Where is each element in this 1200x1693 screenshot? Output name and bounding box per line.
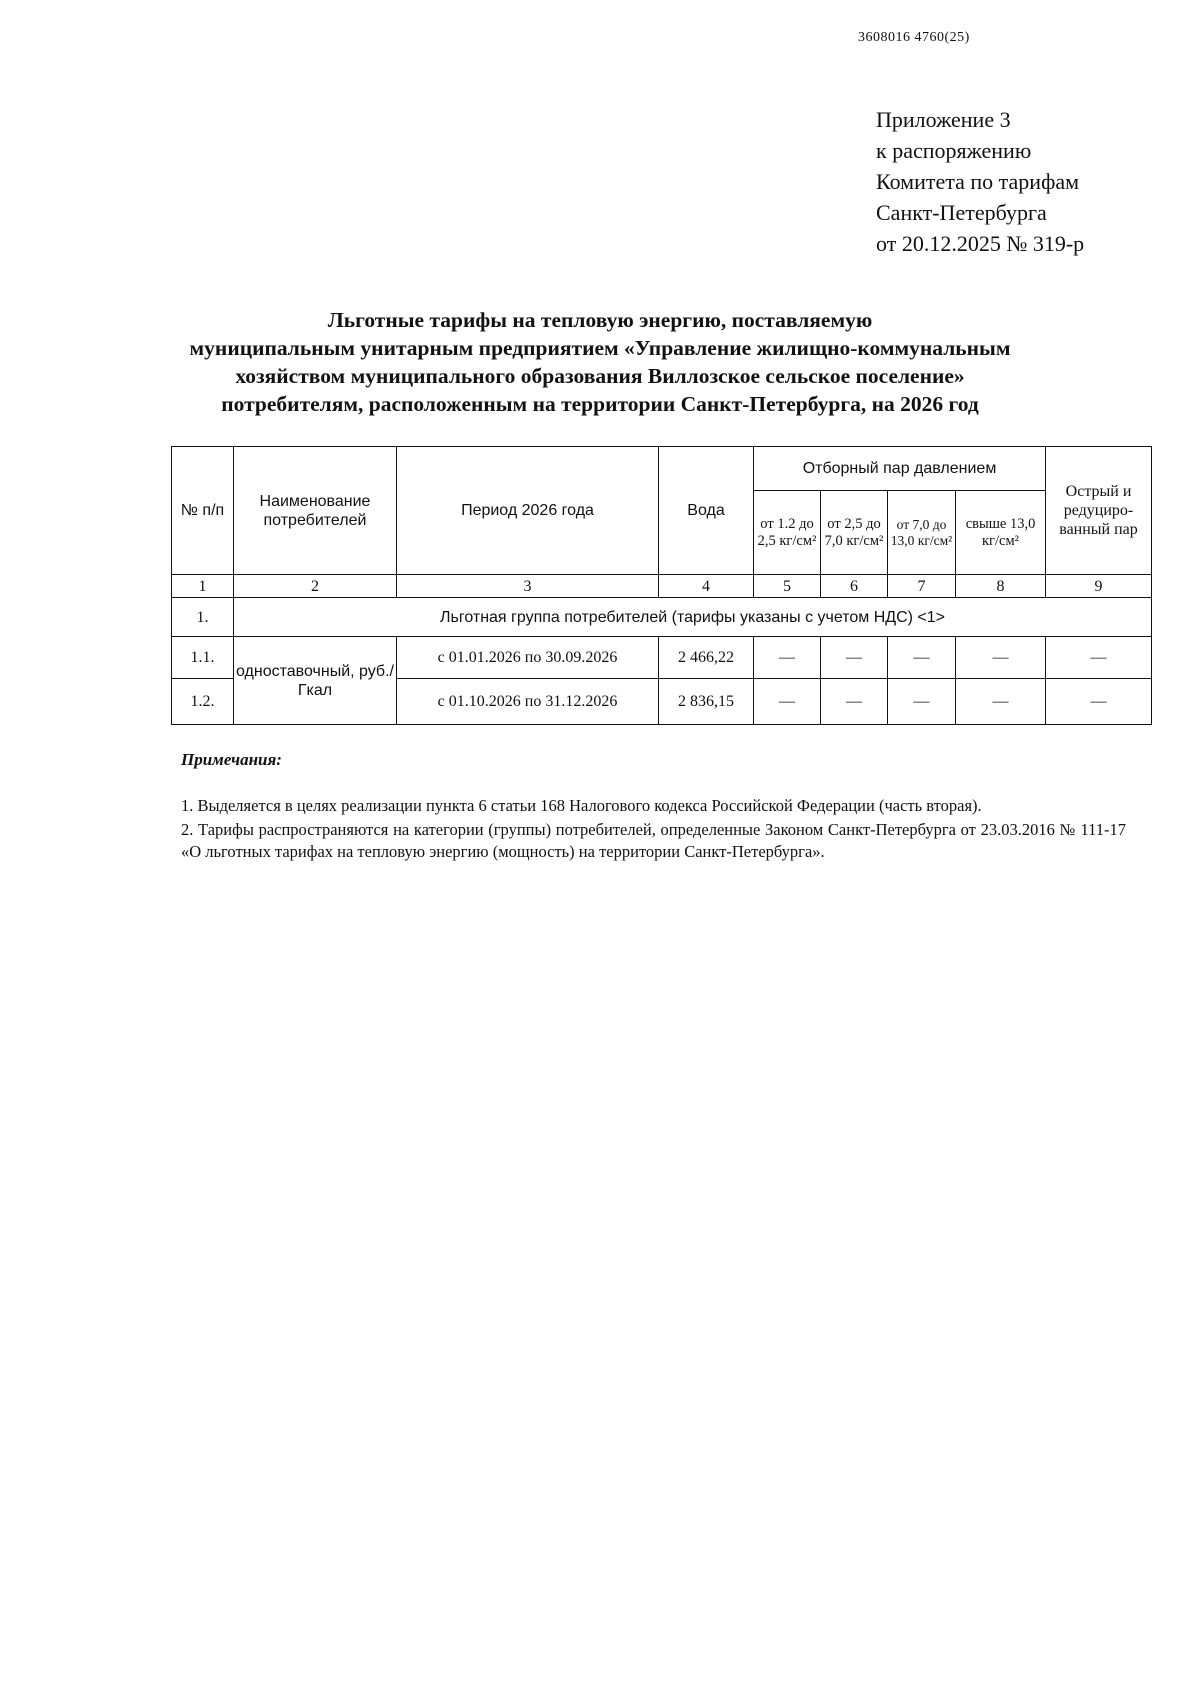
appendix-line: Комитета по тарифам	[876, 169, 1080, 194]
row-num: 1.1.	[172, 637, 234, 679]
column-number: 2	[234, 575, 397, 598]
row-steam-2: —	[821, 637, 888, 679]
header-steam-group: Отборный пар давлением	[754, 447, 1046, 491]
header-steam-3: от 7,0 до 13,0 кг/см²	[888, 491, 956, 575]
document-registration-code: 3608016 4760(25)	[858, 30, 970, 45]
header-consumers: Наименование потребителей	[234, 447, 397, 575]
appendix-line: от 20.12.2025 № 319-р	[876, 231, 1085, 256]
row-water: 2 836,15	[659, 679, 754, 725]
row-steam-4: —	[956, 637, 1046, 679]
row-num: 1.2.	[172, 679, 234, 725]
group-label: Льготная группа потребителей (тарифы указаны с учетом НДС) <1>	[234, 598, 1152, 637]
column-number: 4	[659, 575, 754, 598]
notes	[181, 795, 1126, 865]
row-sharp: —	[1046, 679, 1152, 725]
row-sharp: —	[1046, 637, 1152, 679]
column-number: 7	[888, 575, 956, 598]
column-number: 1	[172, 575, 234, 598]
header-steam-1: от 1.2 до 2,5 кг/см²	[754, 491, 821, 575]
header-sharp-steam: Острый и редуциро-ванный пар	[1046, 447, 1152, 575]
column-numbers-row	[172, 575, 1152, 598]
title-line: хозяйством муниципального образования Виллозское сельское поселение»	[235, 364, 965, 388]
appendix-line: Приложение 3	[876, 107, 1011, 132]
note-item: 2. Тарифы распространяются на категории (группы) потребителей, определенные Законом Санкт-Петербурга от 23.03.2016 № 111-17 «О льготных тарифах на тепловую энергию (мощность) на территории Санкт-Петербурга».	[181, 820, 1126, 861]
header-steam-4: свыше 13,0 кг/см²	[956, 491, 1046, 575]
header-steam-2: от 2,5 до 7,0 кг/см²	[821, 491, 888, 575]
appendix-line: Санкт-Петербурга	[876, 200, 1047, 225]
row-steam-3: —	[888, 637, 956, 679]
row-steam-2: —	[821, 679, 888, 725]
column-number: 5	[754, 575, 821, 598]
table-row	[172, 637, 1152, 679]
header-num: № п/п	[172, 447, 234, 575]
row-steam-4: —	[956, 679, 1046, 725]
group-row	[172, 598, 1152, 637]
title-line: Льготные тарифы на тепловую энергию, поставляемую	[327, 308, 873, 332]
appendix-reference	[876, 104, 1084, 259]
row-steam-1: —	[754, 679, 821, 725]
header-row	[172, 447, 1152, 491]
column-number: 8	[956, 575, 1046, 598]
group-num: 1.	[172, 598, 234, 637]
title-line: муниципальным унитарным предприятием «Управление жилищно-коммунальным	[189, 336, 1011, 360]
note-item: 1. Выделяется в целях реализации пункта 6 статьи 168 Налогового кодекса Российской Федерации (часть вторая).	[181, 796, 982, 815]
notes-title: Примечания:	[181, 750, 282, 769]
consumer-name: одноставочный, руб./Гкал	[234, 637, 397, 725]
column-number: 9	[1046, 575, 1152, 598]
document-title	[150, 306, 1050, 418]
tariff-table	[171, 446, 1152, 725]
row-period: с 01.01.2026 по 30.09.2026	[397, 637, 659, 679]
appendix-line: к распоряжению	[876, 138, 1032, 163]
column-number: 6	[821, 575, 888, 598]
row-steam-1: —	[754, 637, 821, 679]
header-period: Период 2026 года	[397, 447, 659, 575]
row-period: с 01.10.2026 по 31.12.2026	[397, 679, 659, 725]
title-line: потребителям, расположенным на территории Санкт-Петербурга, на 2026 год	[221, 392, 979, 416]
row-steam-3: —	[888, 679, 956, 725]
column-number: 3	[397, 575, 659, 598]
row-water: 2 466,22	[659, 637, 754, 679]
header-water: Вода	[659, 447, 754, 575]
